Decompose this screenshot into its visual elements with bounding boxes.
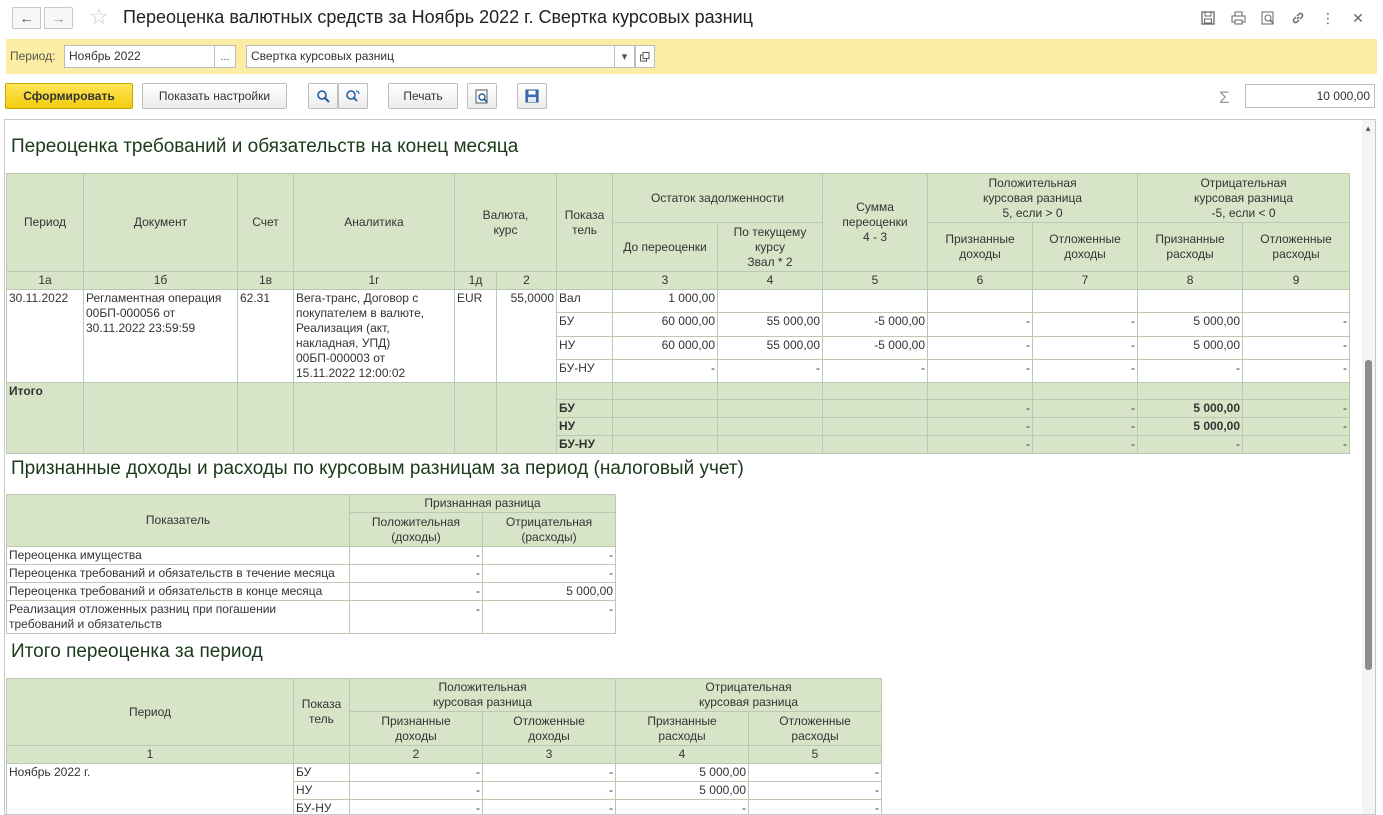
header-negative-diff: Отрицательная курсовая разница -5, если < 0 <box>1138 174 1350 223</box>
toolbar <box>0 82 1383 112</box>
recognized-diff-table <box>6 494 616 634</box>
row-period[interactable]: Ноябрь 2022 г. <box>7 764 294 815</box>
forward-arrow-icon[interactable]: → <box>44 7 73 29</box>
header-recognized-income: Признанные доходы <box>928 223 1033 272</box>
preview-icon[interactable] <box>1253 8 1283 28</box>
floppy-save-icon <box>525 89 539 103</box>
header-negative-diff: Отрицательная курсовая разница <box>616 679 882 712</box>
header-document: Документ <box>84 174 238 272</box>
scroll-thumb[interactable] <box>1365 360 1372 670</box>
header-deferred-expenses: Отложенные расходы <box>1243 223 1350 272</box>
link-icon[interactable] <box>1283 8 1313 28</box>
header-period: Период <box>7 679 294 746</box>
header-deferred-income: Отложенные доходы <box>1033 223 1138 272</box>
print-button[interactable]: Печать <box>388 83 458 109</box>
header-positive-diff: Положительная курсовая разница 5, если > 0 <box>928 174 1138 223</box>
header-recognized-income: Признанные доходы <box>350 712 483 746</box>
close-icon[interactable]: ✕ <box>1352 9 1364 26</box>
scroll-up-icon[interactable]: ▲ <box>1364 124 1372 133</box>
period-total-table <box>6 678 882 815</box>
table-row[interactable]: БУ-НУ - - - - <box>7 800 882 815</box>
table-row[interactable]: Ноябрь 2022 г. БУ - - 5 000,00 - <box>7 764 882 782</box>
table-row[interactable]: 30.11.2022 Регламентная операция 00БП-000056 от 30.11.2022 23:59:59 62.31 Вега-транс, Договор с покупателем в валюте, Реализация (акт, накладная, УПД) 00БП-000003 от 15.11.2022 12:00:02 EUR 55,0000 Вал 1 000,00 <box>7 290 1350 313</box>
title-actions <box>1193 8 1373 28</box>
sum-icon: Σ <box>1219 88 1230 107</box>
generate-button[interactable]: Сформировать <box>5 83 133 109</box>
total-label: Итого <box>7 383 84 454</box>
header-positive: Положительная (доходы) <box>350 513 483 547</box>
show-settings-button[interactable]: Показать настройки <box>142 83 287 109</box>
header-negative: Отрицательная (расходы) <box>483 513 616 547</box>
total-row[interactable]: БУ - - 5 000,00 - <box>7 400 1350 418</box>
window-title: Переоценка валютных средств за Ноябрь 2022 г. Свертка курсовых разниц <box>123 7 753 27</box>
print-icon[interactable] <box>1223 8 1253 28</box>
save-icon[interactable] <box>1193 8 1223 28</box>
header-indicator: Показа тель <box>557 174 613 272</box>
table-row[interactable]: НУ - - 5 000,00 - <box>7 782 882 800</box>
row-period[interactable]: 30.11.2022 <box>7 290 84 383</box>
table-row[interactable]: Переоценка имущества - - <box>7 547 616 565</box>
header-currency-rate: Валюта, курс <box>455 174 557 272</box>
total-row[interactable] <box>7 383 1350 400</box>
header-recognized-expenses: Признанные расходы <box>616 712 749 746</box>
table-row[interactable]: Реализация отложенных разниц при погашении требований и обязательств - - <box>7 601 616 634</box>
row-analytics[interactable]: Вега-транс, Договор с покупателем в валюте, Реализация (акт, накладная, УПД) 00БП-000003 от 15.11.2022 12:00:02 <box>294 290 455 383</box>
header-positive-diff: Положительная курсовая разница <box>350 679 616 712</box>
row-currency[interactable]: EUR <box>455 290 497 383</box>
table-row[interactable]: Переоценка требований и обязательств в течение месяца - - <box>7 565 616 583</box>
search-icon <box>316 89 330 103</box>
open-icon[interactable] <box>635 45 655 68</box>
row-rate[interactable]: 55,0000 <box>497 290 557 383</box>
preview-button[interactable] <box>467 83 497 109</box>
search-refresh-button[interactable] <box>338 83 368 109</box>
period-field[interactable]: Ноябрь 2022 <box>64 45 215 68</box>
row-document[interactable]: Регламентная операция 00БП-000056 от 30.11.2022 23:59:59 <box>84 290 238 383</box>
back-arrow-icon[interactable]: ← <box>12 7 41 29</box>
section2-title: Признанные доходы и расходы по курсовым разницам за период (налоговый учет) <box>11 458 744 479</box>
header-indicator: Показатель <box>7 495 350 547</box>
header-account: Счет <box>238 174 294 272</box>
favorite-star-icon[interactable]: ☆ <box>89 4 109 29</box>
header-recognized-expenses: Признанные расходы <box>1138 223 1243 272</box>
section3-title: Итого переоценка за период <box>11 641 263 662</box>
page-preview-icon <box>475 89 489 104</box>
row-account[interactable]: 62.31 <box>238 290 294 383</box>
report-variant-field[interactable]: Свертка курсовых разниц <box>246 45 615 68</box>
column-numbers-row: 1 2 3 4 5 <box>7 746 882 764</box>
table-row[interactable]: БУ-НУ - - - - - - - <box>7 359 1350 382</box>
search-refresh-icon <box>345 89 361 103</box>
save-report-button[interactable] <box>517 83 547 109</box>
column-numbers-row: 1а 1б 1в 1г 1д 2 3 4 5 6 7 8 9 <box>7 272 1350 290</box>
header-current-rate: По текущему курсу Звал * 2 <box>718 223 823 272</box>
header-deferred-expenses: Отложенные расходы <box>749 712 882 746</box>
header-revaluation-sum: Сумма переоценки 4 - 3 <box>823 174 928 272</box>
period-panel <box>6 39 1377 74</box>
vertical-scrollbar[interactable] <box>1362 120 1375 815</box>
total-row[interactable]: БУ-НУ - - - - <box>7 436 1350 454</box>
revaluation-table <box>6 173 1350 454</box>
header-before-revaluation: До переоценки <box>613 223 718 272</box>
header-recognized-diff: Признанная разница <box>350 495 616 513</box>
title-bar <box>0 0 1383 36</box>
section1-title: Переоценка требований и обязательств на конец месяца <box>11 136 519 157</box>
header-indicator: Показа тель <box>294 679 350 746</box>
report-area[interactable] <box>4 119 1376 815</box>
more-menu-icon[interactable]: ⋮ <box>1321 9 1335 26</box>
selected-sum-field[interactable]: 10 000,00 <box>1245 84 1375 108</box>
table-row[interactable]: БУ 60 000,00 55 000,00 -5 000,00 - - 5 000,00 - <box>7 313 1350 336</box>
header-analytics: Аналитика <box>294 174 455 272</box>
dropdown-arrow-icon[interactable]: ▾ <box>614 45 635 68</box>
total-row[interactable]: НУ - - 5 000,00 - <box>7 418 1350 436</box>
header-deferred-income: Отложенные доходы <box>483 712 616 746</box>
table-row[interactable]: НУ 60 000,00 55 000,00 -5 000,00 - - 5 000,00 - <box>7 336 1350 359</box>
period-select-button[interactable]: ... <box>214 45 236 68</box>
period-label: Период: <box>10 49 56 63</box>
search-button[interactable] <box>308 83 338 109</box>
header-balance: Остаток задолженности <box>613 174 823 223</box>
table-row[interactable]: Переоценка требований и обязательств в конце месяца - 5 000,00 <box>7 583 616 601</box>
header-period: Период <box>7 174 84 272</box>
